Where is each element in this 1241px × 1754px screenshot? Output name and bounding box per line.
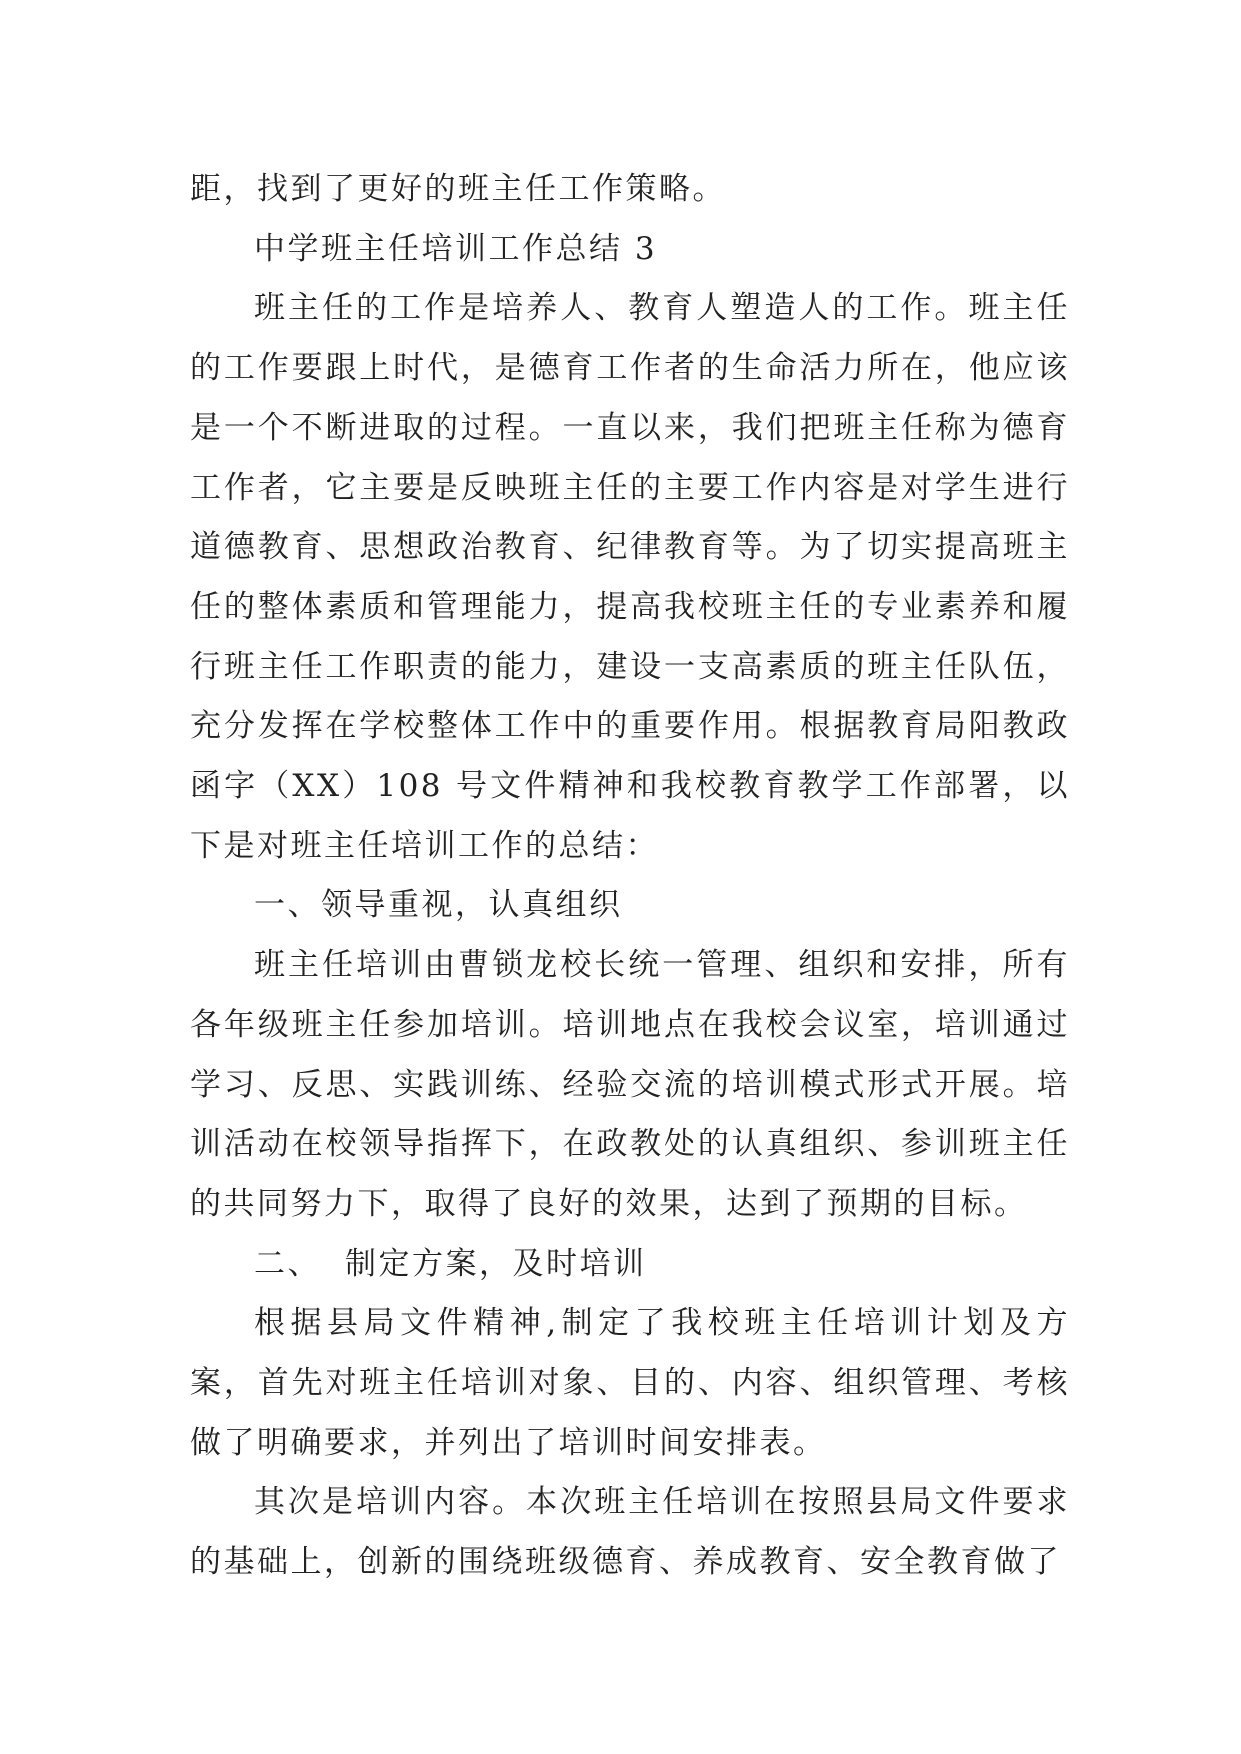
section-2-paragraph-2: 其次是培训内容。本次班主任培训在按照县局文件要求的基础上，创新的围绕班级德育、养成教育、安全教育做了	[190, 1484, 1070, 1581]
section-heading-2-number: 二、	[254, 1245, 321, 1282]
section-heading-1: 一、领导重视，认真组织	[254, 887, 623, 924]
section-2-paragraph-1: 根据县局文件精神,制定了我校班主任培训计划及方案，首先对班主任培训对象、目的、内容、组织管理、考核做了明确要求，并列出了培训时间安排表。	[190, 1305, 1070, 1461]
document-body	[190, 160, 1070, 1593]
section-1-paragraph: 班主任培训由曹锁龙校长统一管理、组织和安排，所有各年级班主任参加培训。培训地点在我校会议室，培训通过学习、反思、实践训练、经验交流的培训模式形式开展。培训活动在校领导指挥下，在政教处的认真组织、参训班主任的共同努力下，取得了良好的效果，达到了预期的目标。	[190, 947, 1070, 1222]
section-heading-2-text: 制定方案，及时培训	[345, 1245, 647, 1282]
section-heading-2	[190, 1235, 1070, 1295]
continuation-paragraph: 距，找到了更好的班主任工作策略。	[190, 171, 726, 207]
document-title: 中学班主任培训工作总结 3	[254, 230, 658, 267]
intro-paragraph: 班主任的工作是培养人、教育人塑造人的工作。班主任的工作要跟上时代，是德育工作者的生命活力所在，他应该是一个不断进取的过程。一直以来，我们把班主任称为德育工作者，它主要是反映班主任的主要工作内容是对学生进行道德教育、思想政治教育、纪律教育等。为了切实提高班主任的整体素质和管理能力，提高我校班主任的专业素养和履行班主任工作职责的能力，建设一支高素质的班主任队伍，充分发挥在学校整体工作中的重要作用。根据教育局阳教政函字（XX）108 号文件精神和我校教育教学工作部署，以下是对班主任培训工作的总结：	[190, 290, 1070, 864]
